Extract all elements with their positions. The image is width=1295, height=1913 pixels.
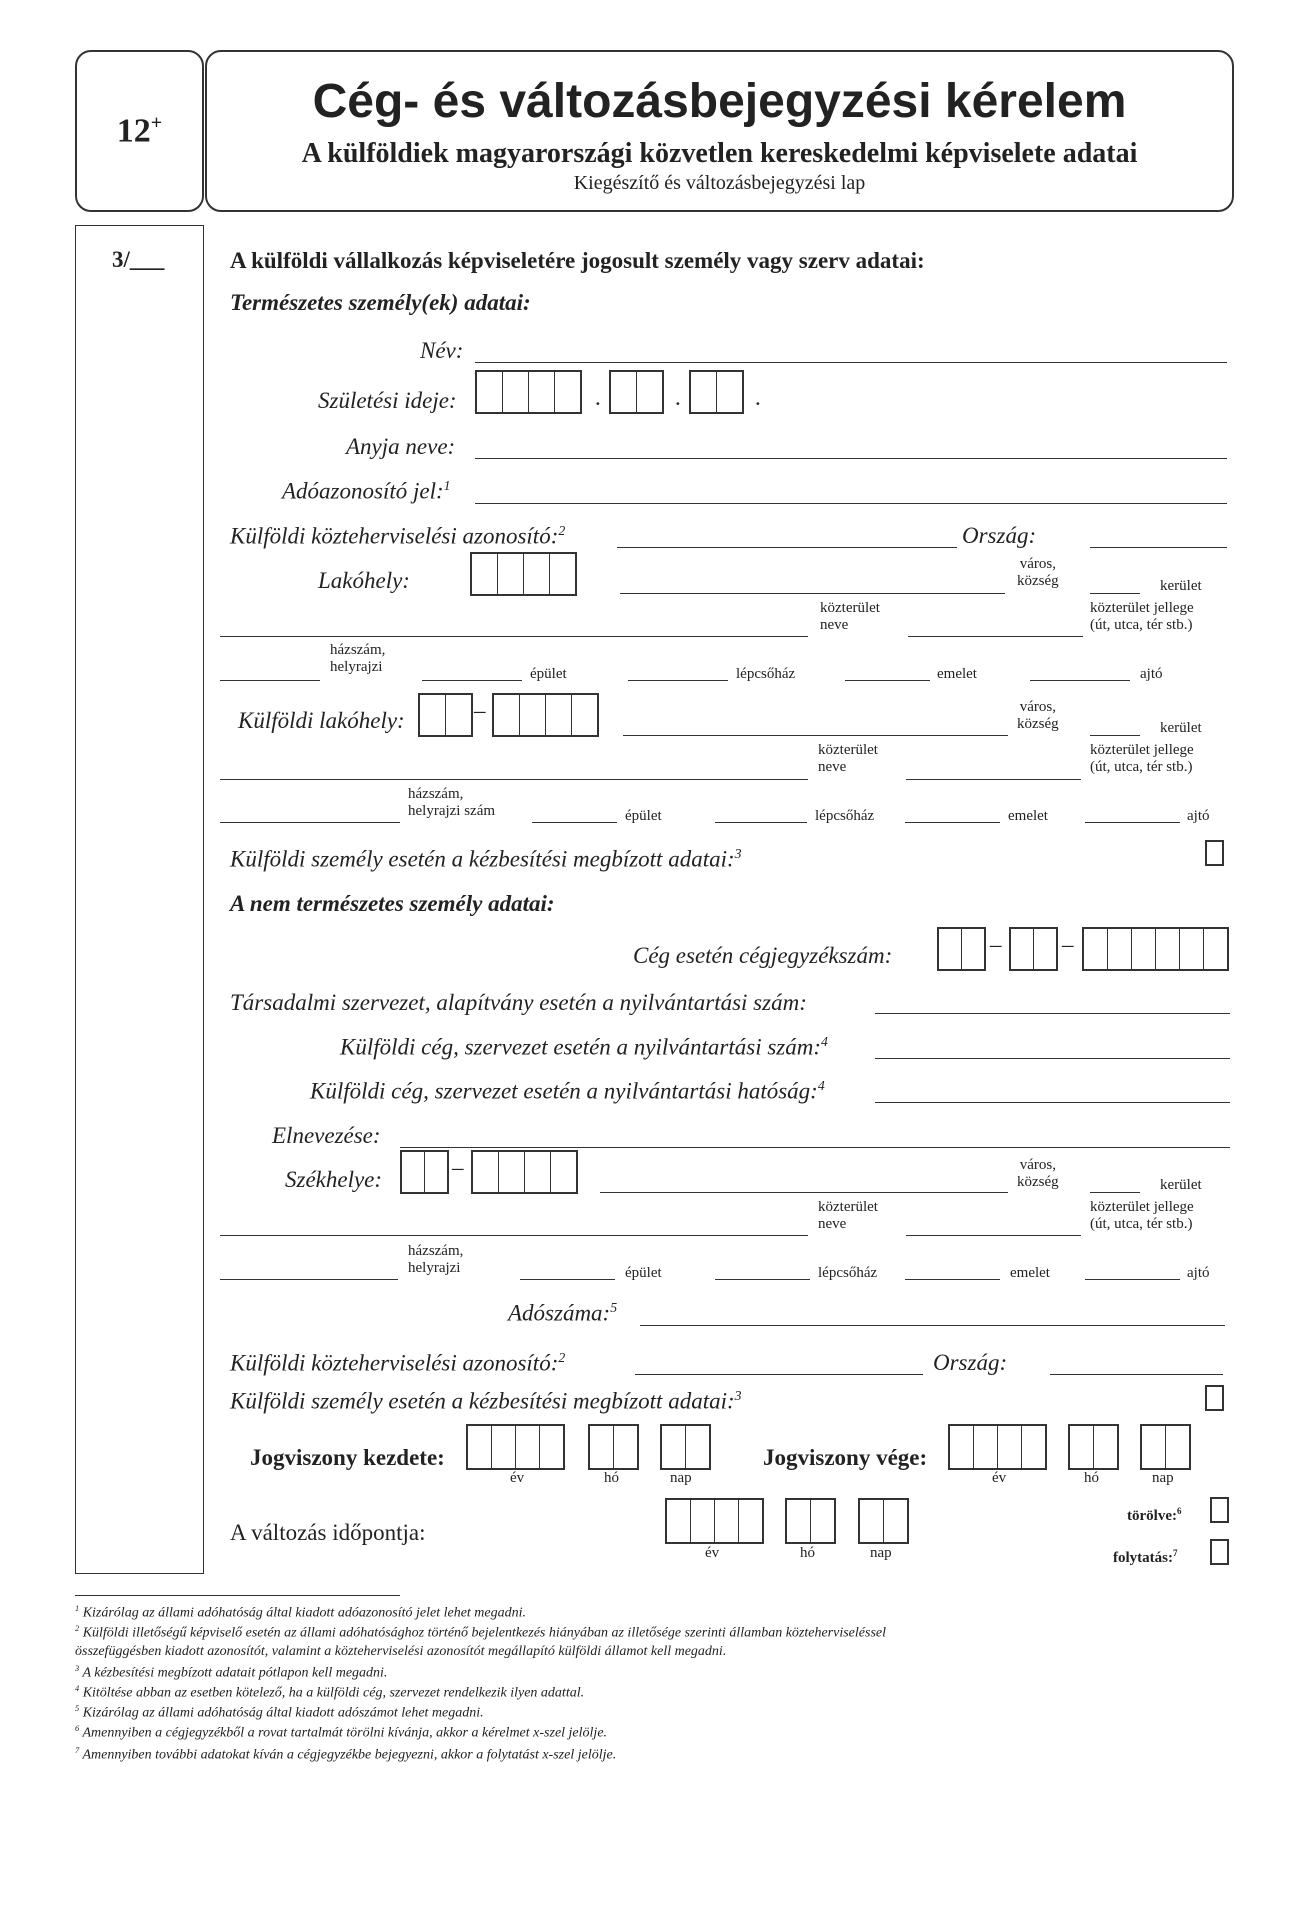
change-year-cells[interactable]: [665, 1498, 764, 1544]
legal-foreign-id-label: Külföldi közteherviselési azonosító:$^2$: [230, 1350, 566, 1376]
day-caption: nap: [670, 1470, 692, 1486]
relation-start-day-cells[interactable]: [660, 1424, 711, 1470]
foreign-auth-field[interactable]: [875, 1102, 1230, 1103]
year-caption: év: [510, 1470, 525, 1486]
floor-caption: emelet: [1008, 808, 1048, 824]
residence-street-field[interactable]: [220, 636, 808, 637]
deleted-checkbox[interactable]: [1210, 1497, 1229, 1523]
foreign-residence-stair-field[interactable]: [715, 822, 807, 823]
ngo-reg-field[interactable]: [875, 1013, 1230, 1014]
entity-name-field[interactable]: [400, 1147, 1230, 1148]
legal-country-label: Ország:: [933, 1350, 1008, 1375]
name-label: Név:: [420, 338, 464, 363]
residence-street-type-field[interactable]: [908, 636, 1083, 637]
residence-district-field[interactable]: [1090, 593, 1140, 594]
foreign-residence-zip-cells[interactable]: [492, 693, 599, 737]
seat-door-field[interactable]: [1085, 1279, 1180, 1280]
date-dot: .: [675, 385, 681, 410]
seat-city-field[interactable]: [600, 1192, 1008, 1193]
residence-stair-field[interactable]: [628, 680, 728, 681]
change-month-cells[interactable]: [785, 1498, 836, 1544]
seat-building-field[interactable]: [520, 1279, 615, 1280]
door-caption: ajtó: [1140, 666, 1163, 682]
company-reg-court-cells[interactable]: [937, 927, 986, 971]
foreign-residence-floor-field[interactable]: [905, 822, 1000, 823]
dash: –: [990, 932, 1002, 957]
relation-end-day-cells[interactable]: [1140, 1424, 1191, 1470]
street-type-caption: közterület jellege (út, utca, tér stb.): [1090, 1199, 1194, 1232]
residence-building-field[interactable]: [422, 680, 522, 681]
mother-name-label: Anyja neve:: [346, 434, 456, 459]
residence-door-field[interactable]: [1030, 680, 1130, 681]
floor-caption: emelet: [1010, 1265, 1050, 1281]
dash: –: [452, 1155, 464, 1180]
title-box: [205, 50, 1234, 212]
street-name-caption: közterület neve: [818, 742, 878, 775]
door-caption: ajtó: [1187, 1265, 1210, 1281]
foreign-reg-field[interactable]: [875, 1058, 1230, 1059]
section-number-column: [75, 225, 204, 1574]
form-code: 12+: [116, 112, 163, 150]
foreign-auth-label: Külföldi cég, szervezet esetén a nyilvántartási hatóság:$^4$: [310, 1078, 825, 1104]
street-name-caption: közterület neve: [818, 1199, 878, 1232]
seat-district-field[interactable]: [1090, 1192, 1140, 1193]
relation-start-label: Jogviszony kezdete:: [250, 1445, 445, 1470]
relation-end-year-cells[interactable]: [948, 1424, 1047, 1470]
birth-month-cells[interactable]: [609, 370, 664, 414]
seat-house-field[interactable]: [220, 1279, 398, 1280]
delivery-agent-label: Külföldi személy esetén a kézbesítési megbízott adatai:$^3$: [230, 846, 742, 872]
section-number: 3/___: [112, 247, 165, 272]
country-label: Ország:: [962, 523, 1037, 548]
form-code-box: [75, 50, 204, 212]
footnote-1: $^1$ Kizárólag az állami adóhatóság által kiadott adóazonosító jelet lehet megadni.: [75, 1604, 527, 1621]
seat-stair-field[interactable]: [715, 1279, 810, 1280]
tax-number-field[interactable]: [640, 1325, 1225, 1326]
page-subtitle: A külföldiek magyarországi közvetlen kereskedelmi képviselete adatai: [301, 138, 1138, 169]
foreign-residence-city-field[interactable]: [623, 735, 1008, 736]
birth-day-cells[interactable]: [689, 370, 744, 414]
foreign-residence-door-field[interactable]: [1085, 822, 1180, 823]
day-caption: nap: [1152, 1470, 1174, 1486]
mother-name-field[interactable]: [475, 458, 1227, 459]
company-reg-serial-cells[interactable]: [1082, 927, 1229, 971]
street-type-caption: közterület jellege (út, utca, tér stb.): [1090, 742, 1194, 775]
stair-caption: lépcsőház: [818, 1265, 878, 1281]
name-field[interactable]: [475, 362, 1227, 363]
birth-year-cells[interactable]: [475, 370, 582, 414]
legal-delivery-agent-label: Külföldi személy esetén a kézbesítési megbízott adatai:$^3$: [230, 1388, 742, 1414]
residence-city-field[interactable]: [620, 593, 1005, 594]
month-caption: hó: [1084, 1470, 1099, 1486]
delivery-agent-checkbox[interactable]: [1205, 840, 1224, 866]
street-type-caption: közterület jellege (út, utca, tér stb.): [1090, 600, 1194, 633]
residence-label: Lakóhely:: [318, 568, 410, 593]
seat-street-type-field[interactable]: [906, 1235, 1081, 1236]
birth-date-label: Születési ideje:: [318, 388, 457, 413]
date-dot: .: [755, 385, 761, 410]
continued-checkbox[interactable]: [1210, 1539, 1229, 1565]
month-caption: hó: [604, 1470, 619, 1486]
residence-zip-cells[interactable]: [470, 552, 577, 596]
seat-floor-field[interactable]: [905, 1279, 1000, 1280]
seat-street-field[interactable]: [220, 1235, 808, 1236]
deleted-label: törölve:$^6$: [1127, 1506, 1182, 1524]
page-subtitle-small: Kiegészítő és változásbejegyzési lap: [573, 172, 866, 194]
house-caption: házszám, helyrajzi: [408, 1243, 464, 1276]
change-day-cells[interactable]: [858, 1498, 909, 1544]
tax-number-label: Adószáma:$^5$: [508, 1300, 618, 1326]
door-caption: ajtó: [1187, 808, 1210, 824]
page-title: Cég- és változásbejegyzési kérelem: [312, 75, 1127, 128]
dash: –: [1062, 932, 1074, 957]
continued-label: folytatás:$^7$: [1113, 1548, 1178, 1566]
footnote-3: $^3$ A kézbesítési megbízott adatait pótlapon kell megadni.: [75, 1664, 388, 1681]
seat-zip-cells[interactable]: [471, 1150, 578, 1194]
house-caption: házszám, helyrajzi szám: [408, 786, 496, 819]
building-caption: épület: [530, 666, 567, 682]
month-caption: hó: [800, 1545, 815, 1561]
legal-delivery-agent-checkbox[interactable]: [1205, 1385, 1224, 1411]
stair-caption: lépcsőház: [736, 666, 796, 682]
district-caption: kerület: [1160, 1177, 1202, 1193]
country-field[interactable]: [1090, 547, 1227, 548]
foreign-id-field[interactable]: [617, 547, 957, 548]
residence-floor-field[interactable]: [845, 680, 930, 681]
year-caption: év: [992, 1470, 1007, 1486]
section-heading: A külföldi vállalkozás képviseletére jogosult személy vagy szerv adatai:: [230, 248, 925, 273]
foreign-residence-street-field[interactable]: [220, 779, 808, 780]
building-caption: épület: [625, 808, 662, 824]
footnote-divider: [75, 1595, 400, 1596]
foreign-residence-district-field[interactable]: [1090, 735, 1140, 736]
city-caption: város, község: [1017, 556, 1059, 589]
foreign-reg-label: Külföldi cég, szervezet esetén a nyilvántartási szám:$^4$: [340, 1034, 828, 1060]
relation-end-month-cells[interactable]: [1068, 1424, 1119, 1470]
day-caption: nap: [870, 1545, 892, 1561]
city-caption: város, község: [1017, 1157, 1059, 1190]
footnote-6: $^6$ Amennyiben a cégjegyzékből a rovat tartalmát törölni kívánja, akkor a kérelmet x-szel jelölje.: [75, 1724, 608, 1741]
seat-label: Székhelye:: [285, 1167, 383, 1192]
footnote-2: $^2$ Külföldi illetőségű képviselő esetén az állami adóhatósághoz történő bejelentkezés hiányában az illetősége szerinti államban közteherviseléssel: [75, 1624, 886, 1641]
district-caption: kerület: [1160, 578, 1202, 594]
company-reg-form-cells[interactable]: [1009, 927, 1058, 971]
residence-house-field[interactable]: [220, 680, 320, 681]
stair-caption: lépcsőház: [815, 808, 875, 824]
relation-start-year-cells[interactable]: [466, 1424, 565, 1470]
tax-id-label: Adóazonosító jel:$^1$: [282, 478, 451, 504]
dash: –: [474, 698, 486, 723]
street-name-caption: közterület neve: [820, 600, 880, 633]
footnote-4: $^4$ Kitöltése abban az esetben kötelező, ha a külföldi cég, szervezet rendelkezik ilyen adattal.: [75, 1684, 585, 1701]
foreign-residence-building-field[interactable]: [532, 822, 617, 823]
building-caption: épület: [625, 1265, 662, 1281]
seat-prefix-cells[interactable]: [400, 1150, 449, 1194]
legal-entity-heading: A nem természetes személy adatai:: [230, 891, 555, 916]
tax-id-field[interactable]: [475, 503, 1227, 504]
relation-start-month-cells[interactable]: [588, 1424, 639, 1470]
foreign-id-label: Külföldi közteherviselési azonosító:$^2$: [230, 523, 566, 549]
footnote-5: $^5$ Kizárólag az állami adóhatóság által kiadott adószámot lehet megadni.: [75, 1704, 484, 1721]
district-caption: kerület: [1160, 720, 1202, 736]
foreign-residence-prefix-cells[interactable]: [418, 693, 473, 737]
company-reg-label: Cég esetén cégjegyzékszám:: [633, 943, 893, 968]
change-date-label: A változás időpontja:: [230, 1520, 426, 1545]
ngo-reg-label: Társadalmi szervezet, alapítvány esetén a nyilvántartási szám:: [230, 990, 807, 1015]
legal-foreign-id-field[interactable]: [635, 1374, 923, 1375]
floor-caption: emelet: [937, 666, 977, 682]
footnote-2-cont: összefüggésben kiadott azonosítót, valamint a közteherviselési azonosítót megállapító külföldi államot kell megadni.: [75, 1644, 727, 1659]
house-caption: házszám, helyrajzi: [330, 642, 386, 675]
natural-person-heading: Természetes személy(ek) adatai:: [230, 290, 531, 315]
foreign-residence-house-field[interactable]: [220, 822, 400, 823]
foreign-residence-label: Külföldi lakóhely:: [238, 708, 405, 733]
entity-name-label: Elnevezése:: [272, 1123, 381, 1148]
date-dot: .: [595, 385, 601, 410]
relation-end-label: Jogviszony vége:: [763, 1445, 928, 1470]
legal-country-field[interactable]: [1050, 1374, 1223, 1375]
foreign-residence-street-type-field[interactable]: [906, 779, 1081, 780]
city-caption: város, község: [1017, 699, 1059, 732]
year-caption: év: [705, 1545, 720, 1561]
footnote-7: $^7$ Amennyiben további adatokat kíván a cégjegyzékbe bejegyezni, akkor a folytatást x-szel jelölje.: [75, 1746, 617, 1763]
